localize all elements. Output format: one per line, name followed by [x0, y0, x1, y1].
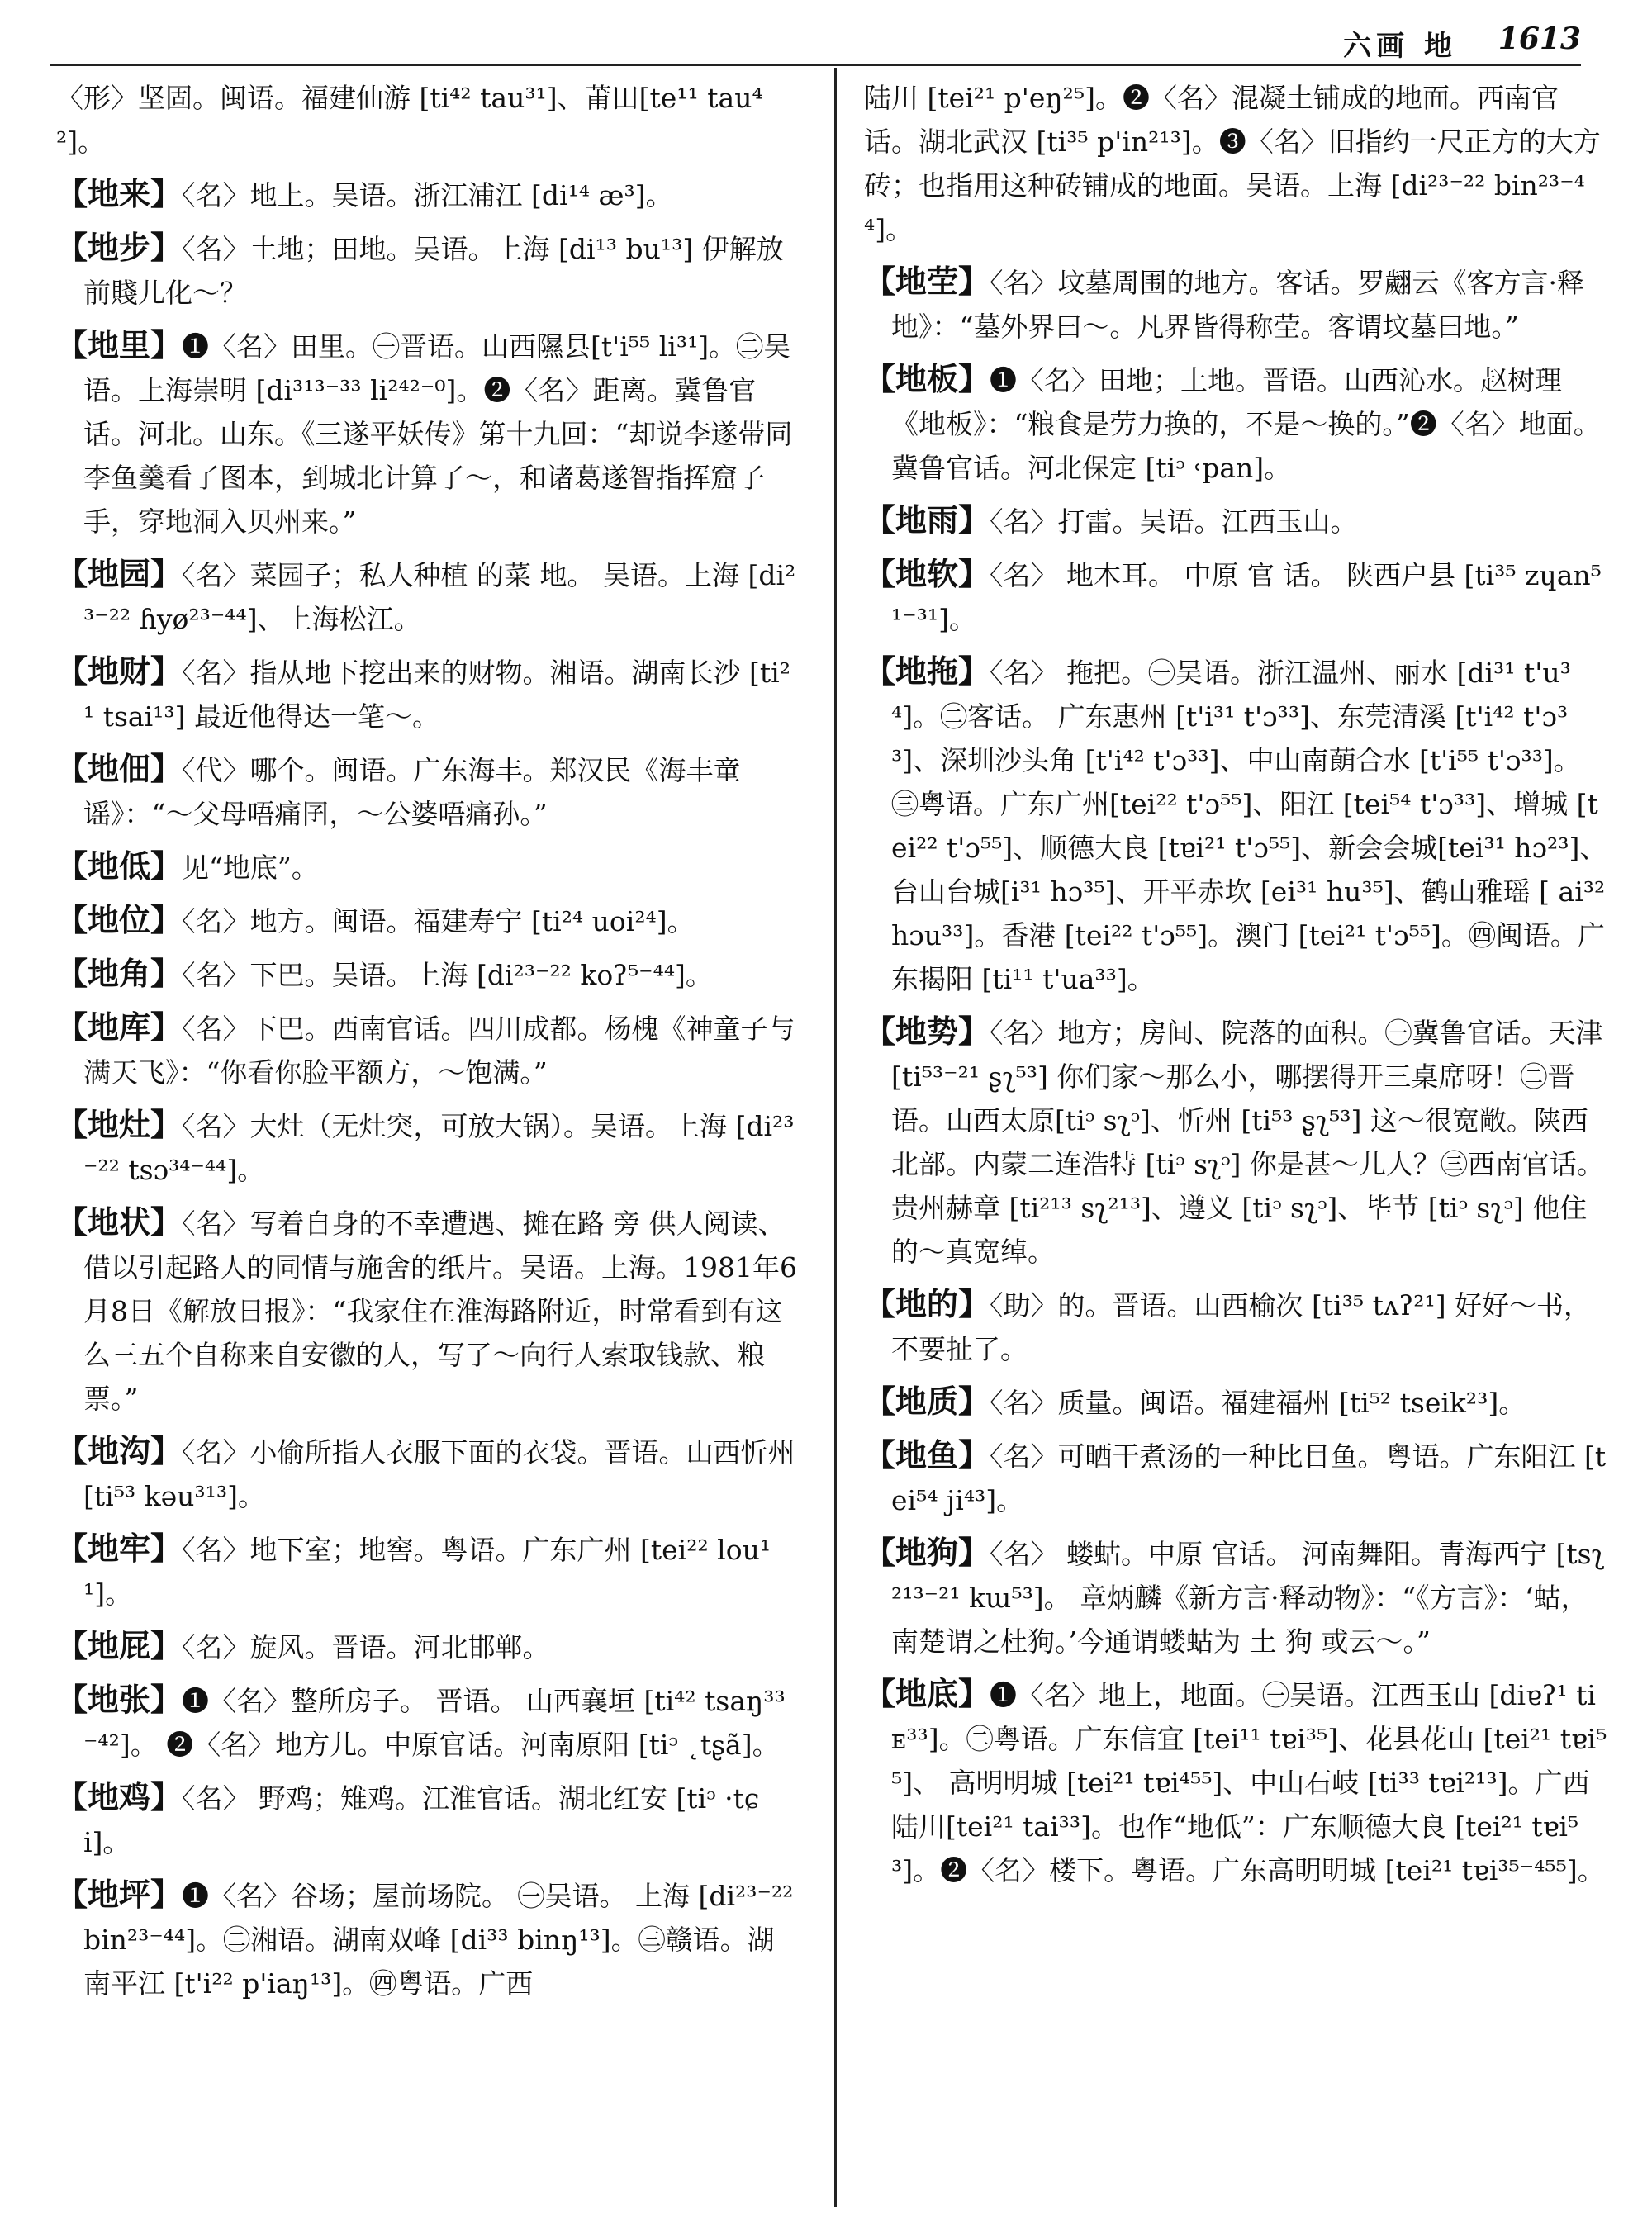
dictionary-entry: 【地拖】〈名〉 拖把。㊀吴语。浙江温州、丽水 [di³¹ t'u³⁴]。㊁客话。 广东惠州 [t'i³¹ t'ɔ³³]、东莞清溪 [t'i⁴² t'ɔ³³]、深圳沙头角 [t'i⁴² t'ɔ³³]、中山南蓢合水 [t'i⁵⁵ t'ɔ³³]。㊂粤语。广东广州[tei²² t'ɔ⁵⁵]、阳江 [tei⁵⁴ t'ɔ³³]、增城 [tei²² t'ɔ⁵⁵]、顺德大良 [tɐi²¹ t'ɔ⁵⁵]、新会会城[tei³¹ hɔ²³]、台山台城[i³¹ hɔ³⁵]、开平赤坎 [ei³¹ hu³⁵]、鹤山雅瑶 [ ai³² hɔu³³]。香港 [tei²² t'ɔ⁵⁵]。澳门 [tei²¹ t'ɔ⁵⁵]。㊃闽语。广东揭阳 [ti¹¹ t'ua³³]。	[864, 652, 1607, 995]
page-number: 1613	[1498, 21, 1581, 56]
dictionary-entry: 【地库】〈名〉下巴。西南官话。四川成都。杨槐《神童子与满天飞》：“你看你脸平额方，～饱满。”	[56, 1008, 795, 1089]
headword: 【地里】	[56, 326, 183, 363]
headword: 【地屁】	[56, 1627, 183, 1664]
dictionary-entry: 【地鸡】〈名〉 野鸡；雉鸡。江淮官话。湖北红安 [tiᵓ ·tɕi]。	[56, 1778, 760, 1858]
dictionary-entry: 【地佃】〈代〉哪个。闽语。广东海丰。郑汉民《海丰童谣》：“～父母唔痛囝，～公婆唔痛孙。”	[56, 750, 741, 830]
dictionary-entry: 【地角】〈名〉下巴。吴语。上海 [di²³⁻²² koʔ⁵⁻⁴⁴]。	[56, 955, 713, 992]
dictionary-entry: 【地屁】〈名〉旋风。晋语。河北邯郸。	[56, 1627, 550, 1664]
headword: 【地鱼】	[864, 1436, 990, 1473]
dictionary-entry: 【地鱼】〈名〉可晒干煮汤的一种比目鱼。粤语。广东阳江 [tei⁵⁴ ji⁴³]。	[864, 1436, 1607, 1516]
dictionary-entry: 【地状】〈名〉写着自身的不幸遭遇、摊在路 旁 供人阅读、借以引起路人的同情与施舍的纸片。吴语。上海。1981年6月8日《解放日报》：“我家住在淮海路附近，时常看到有这么三五个自称来自安徽的人，写了～向行人索取钱款、粮票。”	[56, 1203, 797, 1415]
headword: 【地茔】	[864, 263, 990, 300]
headword: 【地雨】	[864, 501, 990, 539]
headword: 【地沟】	[56, 1432, 183, 1469]
headword: 【地角】	[56, 955, 183, 992]
headword: 【地的】	[864, 1285, 990, 1322]
dictionary-entry: 陆川 [tei²¹ p'eŋ²⁵]。❷〈名〉混凝土铺成的地面。西南官话。湖北武汉 [ti³⁵ p'in²¹³]。❸〈名〉旧指约一尺正方的大方砖；也指用这种砖铺成的地面。吴语。上海 [di²³⁻²² bin²³⁻⁴⁴]。	[864, 82, 1601, 245]
right-column	[864, 76, 1607, 1900]
dictionary-entry: 〈形〉坚固。闽语。福建仙游 [ti⁴² tau³¹]、莆田[te¹¹ tau⁴²]。	[56, 82, 763, 158]
dictionary-entry: 【地牢】〈名〉地下室；地窖。粤语。广东广州 [tei²² lou¹¹]。	[56, 1530, 771, 1610]
dictionary-entry: 【地势】〈名〉地方；房间、院落的面积。㊀冀鲁官话。天津 [ti⁵³⁻²¹ ʂʅ⁵³] 你们家～那么小，哪摆得开三桌席呀！㊁晋语。山西太原[tiᵓ sʅᵓ]、忻州 [ti⁵³ ʂʅ⁵³] 这～很宽敞。陕西北部。内蒙二连浩特 [tiᵓ sʅᵓ] 你是甚～儿人？㊂西南官话。贵州赫章 [ti²¹³ sʅ²¹³]、遵义 [tiᵓ sʅᵓ]、毕节 [tiᵓ sʅᵓ] 他住的～真宽绰。	[864, 1013, 1604, 1268]
dictionary-entry: 【地软】〈名〉 地木耳。 中原 官 话。 陕西户县 [ti³⁵ zɥan⁵¹⁻³¹]。	[864, 555, 1602, 635]
headword: 【地坪】	[56, 1876, 183, 1913]
headword: 【地势】	[864, 1013, 990, 1050]
headword: 【地灶】	[56, 1106, 183, 1143]
headword: 【地质】	[864, 1383, 990, 1420]
dictionary-entry: 【地的】〈助〉的。晋语。山西榆次 [ti³⁵ tʌʔ²¹] 好好～书，不要扯了。	[864, 1285, 1592, 1365]
headword: 【地鸡】	[56, 1778, 183, 1815]
headword: 【地低】	[56, 847, 183, 885]
headword: 【地板】	[864, 360, 990, 397]
headword: 【地库】	[56, 1008, 183, 1046]
column-divider	[834, 68, 837, 2207]
headword: 【地步】	[56, 229, 183, 266]
page-header	[50, 18, 1581, 66]
headword: 【地拖】	[864, 652, 990, 690]
headword: 【地位】	[56, 901, 183, 938]
dictionary-entry: 【地底】❶〈名〉地上，地面。㊀吴语。江西玉山 [diɐʔ¹ tiᴇ³³]。㊁粤语。广东信宜 [tei¹¹ tɐi³⁵]、花县花山 [tei²¹ tɐi⁵⁵]、 高明明城 [tei²¹ tɐi⁴⁵⁵]、中山石岐 [ti³³ tɐi²¹³]。广西陆川[tei²¹ tai³³]。也作“地低”：广东顺德大良 [tei²¹ tɐi⁵³]。❷〈名〉楼下。粤语。广东高明明城 [tei²¹ tɐi³⁵⁻⁴⁵⁵]。	[864, 1675, 1607, 1886]
dictionary-entry: 【地沟】〈名〉小偷所指人衣服下面的衣袋。晋语。山西忻州 [ti⁵³ kəu³¹³]。	[56, 1432, 795, 1512]
dictionary-entry: 【地低】见“地底”。	[56, 847, 319, 885]
section-label: 六画 地	[1343, 30, 1457, 63]
dictionary-entry: 【地质】〈名〉质量。闽语。福建福州 [ti⁵² tseik²³]。	[864, 1383, 1526, 1420]
headword: 【地软】	[864, 555, 990, 592]
headword: 【地状】	[56, 1203, 183, 1241]
headword: 【地园】	[56, 555, 183, 592]
headword: 【地张】	[56, 1681, 183, 1718]
headword: 【地狗】	[864, 1534, 990, 1571]
dictionary-entry: 【地园】〈名〉菜园子；私人种植 的菜 地。 吴语。上海 [di²³⁻²² ɦyø²³⁻⁴⁴]、上海松江。	[56, 555, 796, 635]
dictionary-entry: 【地张】❶〈名〉整所房子。 晋语。 山西襄垣 [ti⁴² tsaŋ³³⁻⁴²]。 ❷〈名〉地方儿。中原官话。河南原阳 [tiᵓ ˛tʂã]。	[56, 1681, 786, 1761]
headword: 【地佃】	[56, 750, 183, 787]
left-column	[56, 76, 800, 2014]
dictionary-entry: 【地灶】〈名〉大灶（无灶突，可放大锅）。吴语。上海 [di²³⁻²² tsɔ³⁴⁻⁴⁴]。	[56, 1106, 795, 1186]
dictionary-entry: 【地里】❶〈名〉田里。㊀晋语。山西隰县[t'i⁵⁵ li³¹]。㊁吴语。上海崇明 [di³¹³⁻³³ li²⁴²⁻⁰]。❷〈名〉距离。冀鲁官话。河北。山东。《三遂平妖传》第十九回：“却说李遂带同李鱼羹看了图本，到城北计算了～，和诸葛遂智指挥窟子手，穿地洞入贝州来。”	[56, 326, 793, 538]
dictionary-entry: 【地茔】〈名〉坟墓周围的地方。客话。罗翽云《客方言·释地》：“墓外界曰～。凡界皆得称茔。客谓坟墓曰地。”	[864, 263, 1585, 343]
dictionary-entry: 【地板】❶〈名〉田地；土地。晋语。山西沁水。赵树理《地板》：“粮食是劳力换的，不是～换的。”❷〈名〉地面。冀鲁官话。河北保定 [tiᵓ ˓pan]。	[864, 360, 1601, 484]
headword: 【地牢】	[56, 1530, 183, 1567]
headword: 【地财】	[56, 652, 183, 690]
dictionary-entry: 【地雨】〈名〉打雷。吴语。江西玉山。	[864, 501, 1358, 539]
headword: 【地底】	[864, 1675, 990, 1712]
dictionary-entry: 【地财】〈名〉指从地下挖出来的财物。湘语。湖南长沙 [ti²¹ tsai¹³] 最近他得达一笔～。	[56, 652, 790, 733]
dictionary-entry: 【地狗】〈名〉 蝼蛄。中原 官话。 河南舞阳。青海西宁 [tsʅ²¹³⁻²¹ kɯ⁵³]。 章炳麟《新方言·释动物》：“《方言》：‘蛄，南楚谓之杜狗。’今通谓蝼蛄为 土 狗 或云～。”	[864, 1534, 1605, 1658]
dictionary-entry: 【地位】〈名〉地方。闽语。福建寿宁 [ti²⁴ uoi²⁴]。	[56, 901, 695, 938]
dictionary-entry: 【地坪】❶〈名〉谷场；屋前场院。 ㊀吴语。 上海 [di²³⁻²² bin²³⁻⁴⁴]。㊁湘语。湖南双峰 [di³³ binŋ¹³]。㊂赣语。湖南平江 [t'i²² p'iaŋ¹³]。㊃粤语。广西	[56, 1876, 794, 2000]
dictionary-entry: 【地来】〈名〉地上。吴语。浙江浦江 [di¹⁴ æ³]。	[56, 175, 673, 212]
headword: 【地来】	[56, 175, 183, 212]
dictionary-entry: 【地步】〈名〉土地；田地。吴语。上海 [di¹³ bu¹³] 伊解放前賤儿化～？	[56, 229, 784, 309]
